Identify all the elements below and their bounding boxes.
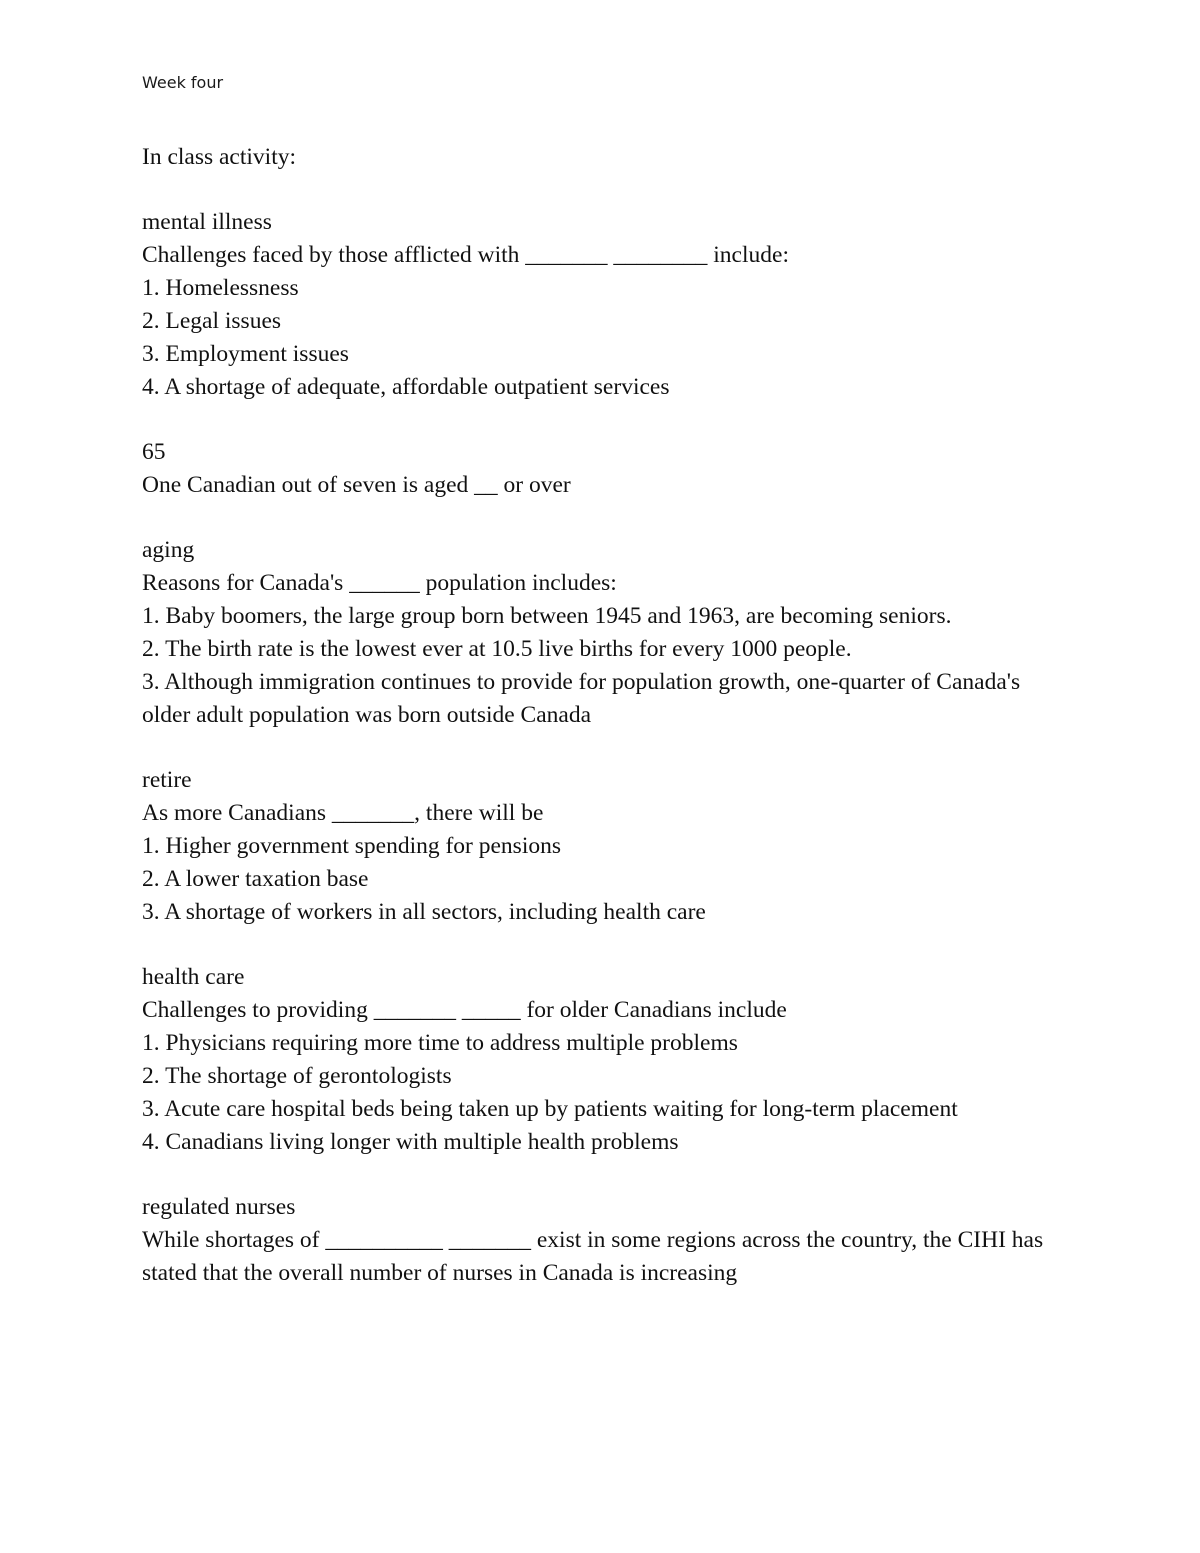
list-item: 2. A lower taxation base [142, 866, 369, 892]
list-item: 3. A shortage of workers in all sectors, including health care [142, 899, 706, 925]
list-item: 2. Legal issues [142, 308, 282, 334]
answer-text: aging [142, 537, 195, 563]
question-block [142, 961, 1102, 1159]
spacer [142, 404, 1102, 436]
list-item: 4. A shortage of adequate, affordable outpatient services [142, 374, 670, 400]
activity-title: In class activity: [142, 144, 297, 170]
list-item: 2. The shortage of gerontologists [142, 1063, 452, 1089]
list-item: 4. Canadians living longer with multiple health problems [142, 1129, 679, 1155]
list-item: 1. Baby boomers, the large group born between 1945 and 1963, are becoming seniors. [142, 603, 952, 629]
list-item: 2. The birth rate is the lowest ever at 10.5 live births for every 1000 people. [142, 636, 852, 662]
list-item: 3. Acute care hospital beds being taken up by patients waiting for long-term placement [142, 1096, 958, 1122]
question-block [142, 534, 1102, 732]
page-header: Week four [142, 73, 224, 92]
answer-text: retire [142, 767, 192, 793]
list-item: 1. Higher government spending for pensions [142, 833, 562, 859]
spacer [142, 732, 1102, 764]
question-prompt: Reasons for Canada's ______ population includes: [142, 570, 617, 596]
list-item: 1. Homelessness [142, 275, 299, 301]
spacer [142, 929, 1102, 961]
list-item: 1. Physicians requiring more time to address multiple problems [142, 1030, 738, 1056]
answer-text: health care [142, 964, 245, 990]
question-block [142, 206, 1102, 404]
question-prompt: Challenges to providing _______ _____ for older Canadians include [142, 997, 787, 1023]
question-block [142, 436, 1102, 502]
spacer [142, 502, 1102, 534]
question-prompt: Challenges faced by those afflicted with _______ ________ include: [142, 242, 789, 268]
answer-text: mental illness [142, 209, 272, 235]
answer-text: 65 [142, 439, 166, 465]
spacer [142, 174, 1102, 206]
list-item: 3. Employment issues [142, 341, 349, 367]
answer-text: regulated nurses [142, 1194, 296, 1220]
question-block [142, 764, 1102, 929]
question-prompt: As more Canadians _______, there will be [142, 800, 544, 826]
question-block [142, 1191, 1102, 1290]
question-prompt: While shortages of __________ _______ exist in some regions across the country, the CIHI has stated that the overall number of nurses in Canada is increasing [142, 1227, 1044, 1286]
document-body [142, 141, 1102, 1290]
list-item: 3. Although immigration continues to provide for population growth, one-quarter of Canada's older adult population was born outside Canada [142, 669, 1021, 728]
question-prompt: One Canadian out of seven is aged __ or over [142, 472, 571, 498]
spacer [142, 1159, 1102, 1191]
